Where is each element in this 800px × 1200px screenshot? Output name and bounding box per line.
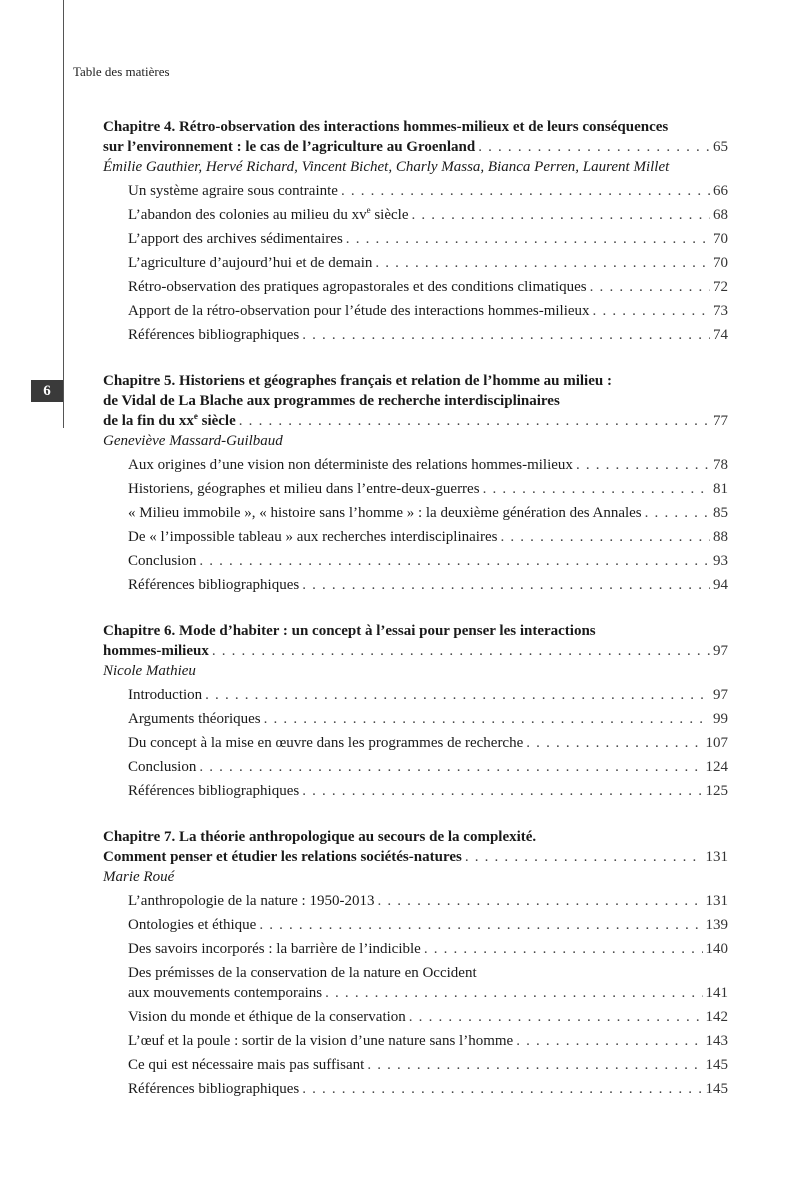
section-page-number: 94 — [713, 577, 728, 593]
chapter-title-entry[interactable] — [103, 411, 728, 431]
section-page-number: 93 — [713, 553, 728, 569]
section-list — [128, 455, 728, 595]
section-entry[interactable] — [128, 709, 728, 729]
section-page-number: 140 — [705, 941, 728, 957]
chapter-authors: Geneviève Massard-Guilbaud — [103, 433, 283, 449]
section-entry[interactable] — [128, 503, 728, 523]
section-title: Références bibliographiques — [128, 1081, 300, 1097]
chapter-7 — [103, 827, 728, 1099]
dot-leader — [199, 757, 702, 777]
section-page-number: 107 — [705, 735, 728, 751]
section-page-number: 142 — [705, 1009, 728, 1025]
section-title: L’apport des archives sédimentaires — [128, 231, 343, 247]
dot-leader — [325, 983, 702, 1003]
dot-leader — [302, 1079, 702, 1099]
dot-leader — [465, 847, 703, 867]
dot-leader — [483, 479, 710, 499]
section-title: Apport de la rétro-observation pour l’étude des interactions hommes-milieux — [128, 303, 590, 319]
section-title: Références bibliographiques — [128, 783, 300, 799]
dot-leader — [500, 527, 710, 547]
chapter-page-number: 97 — [713, 643, 728, 659]
table-of-contents — [103, 117, 728, 1125]
section-list — [128, 181, 728, 345]
page-number-tab: 6 — [31, 380, 63, 402]
section-page-number: 145 — [705, 1057, 728, 1073]
section-page-number: 141 — [705, 985, 728, 1001]
section-page-number: 139 — [705, 917, 728, 933]
section-entry[interactable] — [128, 891, 728, 911]
section-title: Conclusion — [128, 553, 197, 569]
dot-leader — [212, 641, 710, 661]
section-page-number: 66 — [713, 183, 728, 199]
dot-leader — [302, 575, 710, 595]
dot-leader — [526, 733, 702, 753]
chapter-page-number: 65 — [713, 139, 728, 155]
section-entry-multiline[interactable] — [128, 963, 728, 1003]
chapter-authors: Nicole Mathieu — [103, 663, 196, 679]
section-page-number: 78 — [713, 457, 728, 473]
dot-leader — [302, 325, 710, 345]
section-title: Des savoirs incorporés : la barrière de l’indicible — [128, 941, 421, 957]
section-page-number: 73 — [713, 303, 728, 319]
section-page-number: 74 — [713, 327, 728, 343]
section-title: « Milieu immobile », « histoire sans l’homme » : la deuxième génération des Annales — [128, 505, 642, 521]
section-entry[interactable] — [128, 181, 728, 201]
dot-leader — [367, 1055, 702, 1075]
dot-leader — [377, 891, 702, 911]
section-title: L’anthropologie de la nature : 1950-2013 — [128, 893, 375, 909]
dot-leader — [576, 455, 710, 475]
chapter-title-line[interactable]: Chapitre 6. Mode d’habiter : un concept à l’essai pour penser les interactions — [103, 623, 596, 639]
section-entry[interactable] — [128, 685, 728, 705]
section-title: Historiens, géographes et milieu dans l’entre-deux-guerres — [128, 481, 480, 497]
chapter-title-last-line: Comment penser et étudier les relations sociétés-natures — [103, 849, 462, 865]
dot-leader — [259, 915, 702, 935]
section-page-number: 88 — [713, 529, 728, 545]
dot-leader — [411, 205, 710, 225]
section-entry[interactable] — [128, 277, 728, 297]
chapter-title-line[interactable]: de Vidal de La Blache aux programmes de recherche interdisciplinaires — [103, 393, 560, 409]
section-entry[interactable] — [128, 1031, 728, 1051]
dot-leader — [239, 411, 710, 431]
section-page-number: 81 — [713, 481, 728, 497]
chapter-5 — [103, 371, 728, 595]
section-list — [128, 891, 728, 1099]
chapter-authors: Marie Roué — [103, 869, 175, 885]
dot-leader — [424, 939, 703, 959]
section-page-number: 97 — [713, 687, 728, 703]
section-page-number: 70 — [713, 255, 728, 271]
section-title: Vision du monde et éthique de la conservation — [128, 1009, 406, 1025]
section-title: L’abandon des colonies au milieu du $xv^e$ siècle — [128, 205, 409, 223]
section-entry[interactable] — [128, 551, 728, 571]
section-entry[interactable] — [128, 1079, 728, 1099]
section-title: De « l’impossible tableau » aux recherches interdisciplinaires — [128, 529, 498, 545]
section-page-number: 72 — [713, 279, 728, 295]
chapter-title-entry[interactable] — [103, 847, 728, 867]
chapter-title-last-line: sur l’environnement : le cas de l’agriculture au Groenland — [103, 139, 476, 155]
chapter-page-number: 131 — [705, 849, 728, 865]
section-title: Rétro-observation des pratiques agropastorales et des conditions climatiques — [128, 279, 587, 295]
chapter-authors: Émilie Gauthier, Hervé Richard, Vincent Bichet, Charly Massa, Bianca Perren, Laurent Millet — [103, 159, 670, 175]
dot-leader — [199, 551, 710, 571]
dot-leader — [302, 781, 702, 801]
section-title: Ce qui est nécessaire mais pas suffisant — [128, 1057, 365, 1073]
dot-leader — [645, 503, 710, 523]
section-title: Conclusion — [128, 759, 197, 775]
section-entry[interactable] — [128, 527, 728, 547]
section-entry[interactable] — [128, 733, 728, 753]
chapter-4 — [103, 117, 728, 345]
chapter-6 — [103, 621, 728, 801]
section-entry[interactable] — [128, 915, 728, 935]
section-title: Un système agraire sous contrainte — [128, 183, 338, 199]
section-page-number: 124 — [705, 759, 728, 775]
dot-leader — [409, 1007, 703, 1027]
section-page-number: 145 — [705, 1081, 728, 1097]
section-title: L’agriculture d’aujourd’hui et de demain — [128, 255, 373, 271]
section-title: Références bibliographiques — [128, 327, 300, 343]
section-entry[interactable] — [128, 1007, 728, 1027]
dot-leader — [264, 709, 710, 729]
chapter-title-last-line: de la fin du $xx^e$ siècle — [103, 411, 236, 429]
margin-rule — [63, 0, 64, 428]
dot-leader — [516, 1031, 702, 1051]
section-title: aux mouvements contemporains — [128, 985, 323, 1001]
section-page-number: 68 — [713, 207, 728, 223]
section-entry[interactable] — [128, 575, 728, 595]
section-title: Du concept à la mise en œuvre dans les programmes de recherche — [128, 735, 524, 751]
section-page-number: 143 — [705, 1033, 728, 1049]
section-entry[interactable] — [128, 205, 728, 225]
section-page-number: 131 — [705, 893, 728, 909]
section-entry[interactable] — [128, 939, 728, 959]
section-entry[interactable] — [128, 1055, 728, 1075]
section-entry[interactable] — [128, 455, 728, 475]
dot-leader — [375, 253, 710, 273]
chapter-title-entry[interactable] — [103, 137, 728, 157]
dot-leader — [590, 277, 710, 297]
chapter-title-line[interactable]: Chapitre 7. La théorie anthropologique au secours de la complexité. — [103, 829, 537, 845]
section-page-number: 125 — [705, 783, 728, 799]
section-page-number: 99 — [713, 711, 728, 727]
dot-leader — [593, 301, 710, 321]
chapter-title-last-line: hommes-milieux — [103, 643, 209, 659]
section-title-first-line: Des prémisses de la conservation de la nature en Occident — [128, 965, 477, 981]
section-entry[interactable] — [128, 325, 728, 345]
section-entry[interactable] — [128, 757, 728, 777]
section-entry[interactable] — [128, 301, 728, 321]
section-title: Arguments théoriques — [128, 711, 261, 727]
chapter-title-line[interactable]: Chapitre 4. Rétro-observation des interactions hommes-milieux et de leurs conséquences — [103, 119, 669, 135]
section-list — [128, 685, 728, 801]
section-page-number: 70 — [713, 231, 728, 247]
section-title: Ontologies et éthique — [128, 917, 257, 933]
chapter-title-entry[interactable] — [103, 641, 728, 661]
section-entry[interactable] — [128, 781, 728, 801]
section-title: Introduction — [128, 687, 203, 703]
dot-leader — [478, 137, 710, 157]
section-title: Aux origines d’une vision non déterministe des relations hommes-milieux — [128, 457, 573, 473]
section-entry[interactable] — [128, 229, 728, 249]
section-entry[interactable] — [128, 253, 728, 273]
section-entry[interactable] — [128, 479, 728, 499]
dot-leader — [341, 181, 710, 201]
section-page-number: 85 — [713, 505, 728, 521]
dot-leader — [346, 229, 710, 249]
chapter-title-line[interactable]: Chapitre 5. Historiens et géographes français et relation de l’homme au milieu : — [103, 373, 612, 389]
dot-leader — [205, 685, 710, 705]
chapter-page-number: 77 — [713, 413, 728, 429]
section-title: Références bibliographiques — [128, 577, 300, 593]
section-title: L’œuf et la poule : sortir de la vision d’une nature sans l’homme — [128, 1033, 514, 1049]
running-head: Table des matières — [73, 64, 170, 79]
